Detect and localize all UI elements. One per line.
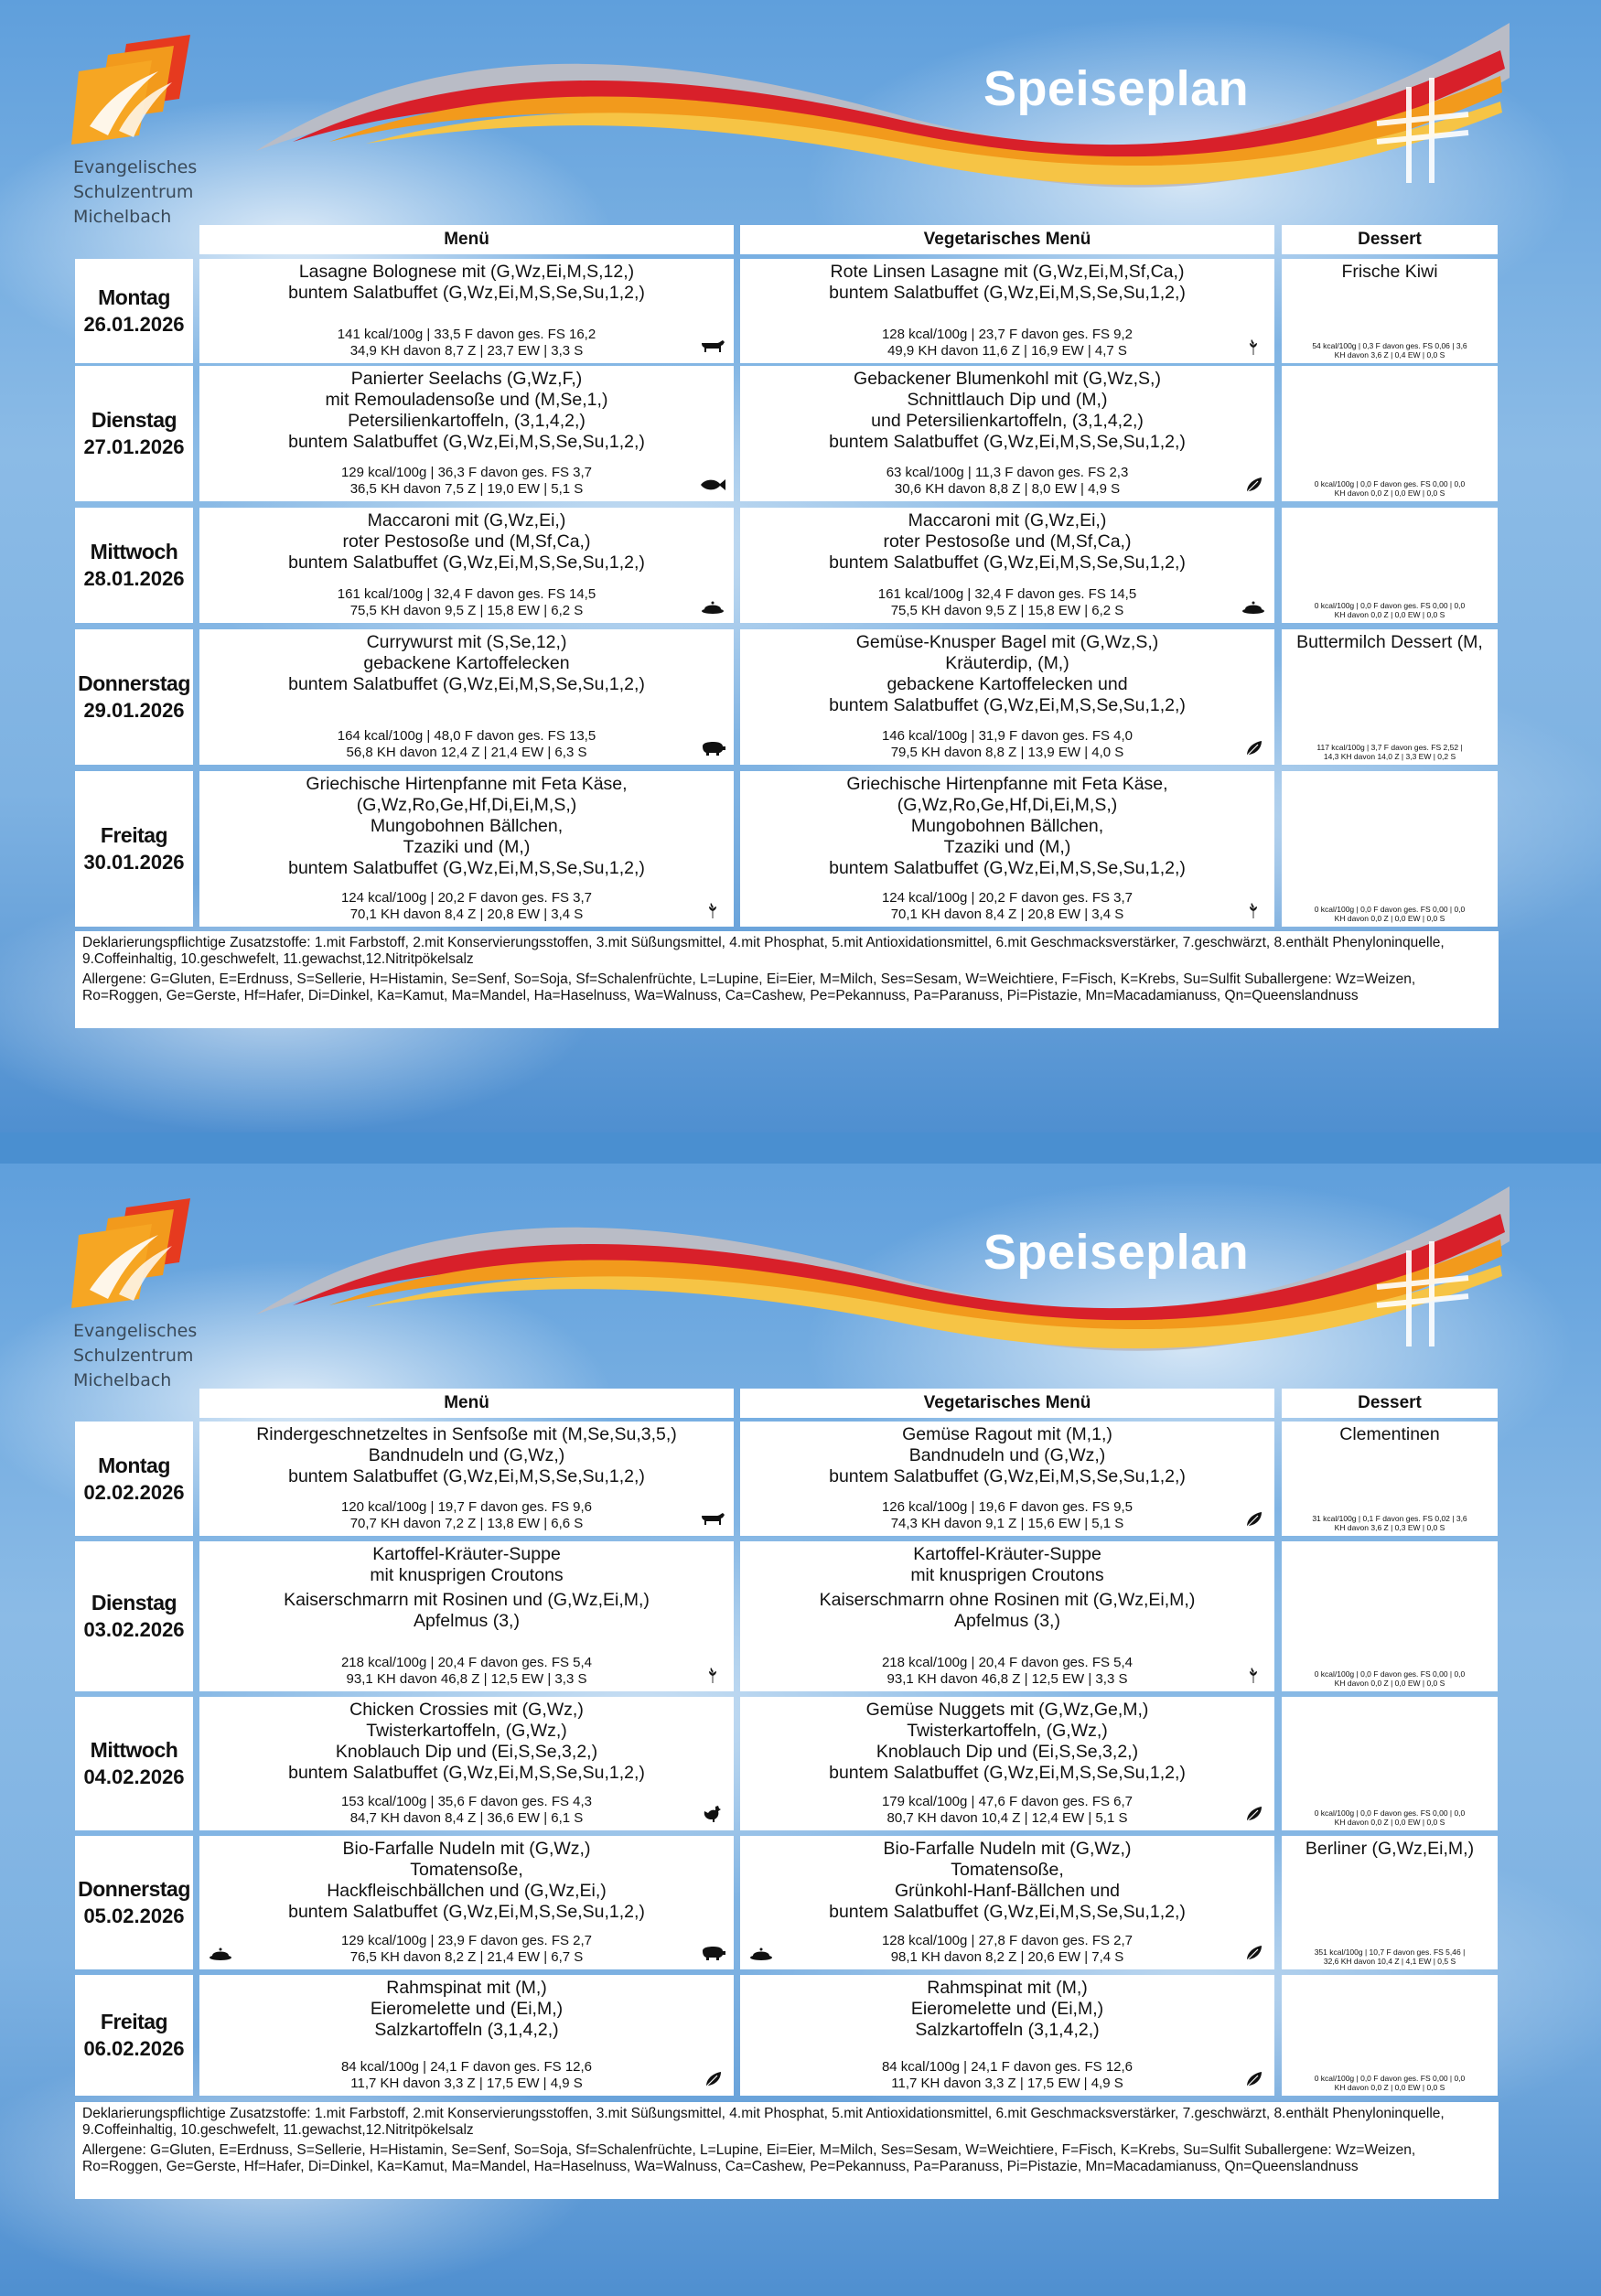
day-cell bbox=[75, 1975, 193, 2096]
day-date: 27.01.2026 bbox=[83, 435, 185, 458]
nutrition-line: 141 kcal/100g | 33,5 F davon ges. FS 16,2 bbox=[337, 327, 596, 342]
dish-description bbox=[740, 1541, 1274, 1632]
nutrition-line: 80,7 KH davon 10,4 Z | 12,4 EW | 5,1 S bbox=[886, 1810, 1128, 1826]
dish-line: buntem Salatbuffet (G,Wz,Ei,M,S,Se,Su,1,2,) bbox=[288, 858, 645, 878]
vegetarian-cell bbox=[740, 508, 1274, 623]
chicken-icon bbox=[699, 1805, 726, 1823]
dessert-line: Frische Kiwi bbox=[1341, 262, 1438, 282]
dish-line: Gemüse Ragout mit (M,1,) bbox=[902, 1424, 1112, 1444]
dish-line: Kaiserschmarrn ohne Rosinen mit (G,Wz,Ei,M,) bbox=[819, 1590, 1196, 1610]
cow-icon bbox=[699, 1510, 726, 1529]
nutrition-info bbox=[740, 586, 1274, 619]
page-title: Speiseplan bbox=[983, 1225, 1250, 1280]
dessert-nutrition: 0 kcal/100g | 0,0 F davon ges. FS 0,00 | 0,0 KH davon 0,0 Z | 0,0 EW | 0,0 S bbox=[1314, 1808, 1466, 1827]
dessert-cell bbox=[1282, 1836, 1498, 1969]
org-line: Evangelisches bbox=[73, 157, 198, 177]
day-cell bbox=[75, 366, 193, 501]
dish-line: Salzkartoffeln (3,1,4,2,) bbox=[374, 2020, 559, 2040]
dish-line: Salzkartoffeln (3,1,4,2,) bbox=[915, 2020, 1100, 2040]
nutrition-line: 56,8 KH davon 12,4 Z | 21,4 EW | 6,3 S bbox=[346, 745, 587, 760]
header-swoosh-icon bbox=[256, 14, 1510, 206]
additives-legend: Deklarierungspflichtige Zusatzstoffe: 1.mit Farbstoff, 2.mit Konservierungsstoffen, 3.mit Süßungsmittel, 4.mit Phosphat, 5.mit Antioxidationsmittel, 6.mit Geschmacksverstärker, 7.geschwärzt, 8.enthält Phenyloninquelle, 9.Coffeinhaltig, 10.geschwefelt, 11.gewachst,12.Nitritpökelsalz bbox=[82, 935, 1445, 967]
menu-cell bbox=[199, 629, 734, 765]
dish-line: Knoblauch Dip und (Ei,S,Se,3,2,) bbox=[876, 1742, 1139, 1762]
dish-description bbox=[740, 1422, 1274, 1487]
nutrition-line: 70,1 KH davon 8,4 Z | 20,8 EW | 3,4 S bbox=[349, 907, 584, 922]
dish-line: Tzaziki und (M,) bbox=[943, 837, 1071, 857]
dish-line: Panierter Seelachs (G,Wz,F,) bbox=[350, 369, 583, 389]
dessert-cell bbox=[1282, 771, 1498, 927]
dish-line: Chicken Crossies mit (G,Wz,) bbox=[349, 1700, 584, 1720]
nutrition-line: 79,5 KH davon 8,8 Z | 13,9 EW | 4,0 S bbox=[890, 745, 1124, 760]
dish-line: Mungobohnen Bällchen, bbox=[370, 816, 564, 836]
dish-line: Kräuterdip, (M,) bbox=[945, 653, 1069, 673]
dish-line: Kartoffel-Kräuter-Suppe bbox=[913, 1544, 1101, 1564]
nutrition-line: 75,5 KH davon 9,5 Z | 15,8 EW | 6,2 S bbox=[890, 603, 1124, 618]
dessert-name bbox=[1282, 1541, 1498, 1544]
dish-line: Bandnudeln und (G,Wz,) bbox=[908, 1445, 1106, 1465]
dish-line: Twisterkartoffeln, (G,Wz,) bbox=[366, 1721, 567, 1741]
dish-line: buntem Salatbuffet (G,Wz,Ei,M,S,Se,Su,1,2,) bbox=[288, 674, 645, 694]
leaf-icon bbox=[1240, 1805, 1267, 1823]
nutrition-line: 36,5 KH davon 7,5 Z | 19,0 EW | 5,1 S bbox=[349, 481, 584, 497]
dish-line: Schnittlauch Dip und (M,) bbox=[907, 390, 1108, 410]
menu-cell bbox=[199, 1836, 734, 1969]
leaf-icon bbox=[1240, 476, 1267, 494]
organization-name bbox=[73, 1319, 197, 1393]
dish-line: und Petersilienkartoffeln, (3,1,4,2,) bbox=[871, 411, 1144, 431]
dessert-nutrition: 0 kcal/100g | 0,0 F davon ges. FS 0,00 | 0,0 KH davon 0,0 Z | 0,0 EW | 0,0 S bbox=[1314, 2074, 1466, 2092]
vegetarian-cell bbox=[740, 1541, 1274, 1691]
cow-icon bbox=[699, 338, 726, 356]
nutrition-info bbox=[740, 1499, 1274, 1532]
nutrition-line: 128 kcal/100g | 23,7 F davon ges. FS 9,2 bbox=[881, 327, 1134, 342]
dish-line: Tomatensoße, bbox=[951, 1860, 1064, 1880]
leaf-icon bbox=[1240, 739, 1267, 757]
nutrition-line: 129 kcal/100g | 36,3 F davon ges. FS 3,7 bbox=[340, 465, 593, 480]
day-name: Montag bbox=[98, 1453, 170, 1477]
dessert-nutrition: 351 kcal/100g | 10,7 F davon ges. FS 5,46 | 32,6 KH davon 10,4 Z | 4,1 EW | 0,5 S bbox=[1314, 1947, 1466, 1966]
nutrition-line: 153 kcal/100g | 35,6 F davon ges. FS 4,3 bbox=[340, 1794, 593, 1809]
header-swoosh-icon bbox=[256, 1177, 1510, 1369]
dish-description bbox=[740, 1836, 1274, 1923]
nutrition-line: 98,1 KH davon 8,2 Z | 20,6 EW | 7,4 S bbox=[890, 1949, 1124, 1965]
dish-line: buntem Salatbuffet (G,Wz,Ei,M,S,Se,Su,1,2,) bbox=[288, 283, 645, 303]
wheat-icon bbox=[1240, 338, 1267, 356]
dish-line: (G,Wz,Ro,Ge,Hf,Di,Ei,M,S,) bbox=[897, 795, 1118, 815]
nutrition-info bbox=[199, 586, 734, 619]
dish-line: Twisterkartoffeln, (G,Wz,) bbox=[907, 1721, 1108, 1741]
vegetarian-cell bbox=[740, 1422, 1274, 1536]
nutrition-info bbox=[199, 728, 734, 761]
day-date: 30.01.2026 bbox=[83, 851, 185, 874]
dessert-cell bbox=[1282, 1697, 1498, 1830]
nutrition-line: 161 kcal/100g | 32,4 F davon ges. FS 14,5 bbox=[337, 586, 596, 602]
dish-icon bbox=[1240, 597, 1267, 616]
day-cell bbox=[75, 771, 193, 927]
dessert-nutrition: 0 kcal/100g | 0,0 F davon ges. FS 0,00 | 0,0 KH davon 0,0 Z | 0,0 EW | 0,0 S bbox=[1314, 479, 1466, 498]
column-header-dessert: Dessert bbox=[1282, 1389, 1498, 1418]
dessert-cell bbox=[1282, 259, 1498, 363]
dessert-name bbox=[1282, 508, 1498, 510]
nutrition-line: 11,7 KH davon 3,3 Z | 17,5 EW | 4,9 S bbox=[350, 2076, 583, 2091]
dish-line: buntem Salatbuffet (G,Wz,Ei,M,S,Se,Su,1,2,) bbox=[288, 1466, 645, 1486]
nutrition-line: 76,5 KH davon 8,2 Z | 21,4 EW | 6,7 S bbox=[349, 1949, 584, 1965]
nutrition-info bbox=[199, 890, 734, 923]
dessert-line: Berliner (G,Wz,Ei,M,) bbox=[1305, 1839, 1475, 1859]
day-name: Freitag bbox=[100, 2010, 168, 2033]
dish-description bbox=[199, 259, 734, 304]
dish-line: mit Remouladensoße und (M,Se,1,) bbox=[325, 390, 608, 410]
dish-line: buntem Salatbuffet (G,Wz,Ei,M,S,Se,Su,1,2,) bbox=[829, 553, 1186, 573]
dish-line: Apfelmus (3,) bbox=[954, 1611, 1060, 1631]
dish-description bbox=[740, 771, 1274, 879]
nutrition-line: 126 kcal/100g | 19,6 F davon ges. FS 9,5 bbox=[881, 1499, 1134, 1515]
nutrition-line: 30,6 KH davon 8,8 Z | 8,0 EW | 4,9 S bbox=[894, 481, 1121, 497]
vegetarian-cell bbox=[740, 1975, 1274, 2096]
column-header-menu: Menü bbox=[199, 225, 734, 254]
dish-line: Rahmspinat mit (M,) bbox=[386, 1978, 547, 1998]
dish-line: Maccaroni mit (G,Wz,Ei,) bbox=[908, 510, 1107, 531]
dish-line: roter Pestosoße und (M,Sf,Ca,) bbox=[883, 531, 1132, 552]
dessert-cell bbox=[1282, 1975, 1498, 2096]
dish-line: Mungobohnen Bällchen, bbox=[910, 816, 1104, 836]
day-name: Dienstag bbox=[91, 408, 177, 432]
day-name: Donnerstag bbox=[78, 671, 190, 695]
dish-description bbox=[199, 366, 734, 453]
day-name: Freitag bbox=[100, 823, 168, 847]
day-date: 06.02.2026 bbox=[83, 2037, 185, 2060]
org-line: Michelbach bbox=[73, 1370, 172, 1390]
nutrition-line: 34,9 KH davon 8,7 Z | 23,7 EW | 3,3 S bbox=[349, 343, 584, 359]
nutrition-line: 128 kcal/100g | 27,8 F davon ges. FS 2,7 bbox=[881, 1933, 1134, 1948]
dish-description bbox=[740, 629, 1274, 716]
nutrition-line: 70,1 KH davon 8,4 Z | 20,8 EW | 3,4 S bbox=[890, 907, 1124, 922]
menu-cell bbox=[199, 1975, 734, 2096]
dish-line: buntem Salatbuffet (G,Wz,Ei,M,S,Se,Su,1,2,) bbox=[829, 1902, 1186, 1922]
wheat-icon bbox=[1240, 901, 1267, 919]
dish-description bbox=[199, 1697, 734, 1784]
day-cell bbox=[75, 1836, 193, 1969]
wheat-icon bbox=[699, 901, 726, 919]
nutrition-info bbox=[740, 1794, 1274, 1827]
dessert-name bbox=[1282, 366, 1498, 369]
nutrition-line: 93,1 KH davon 46,8 Z | 12,5 EW | 3,3 S bbox=[886, 1671, 1128, 1687]
day-name: Mittwoch bbox=[90, 540, 178, 563]
org-line: Evangelisches bbox=[73, 1321, 198, 1341]
dessert-cell bbox=[1282, 508, 1498, 623]
nutrition-line: 124 kcal/100g | 20,2 F davon ges. FS 3,7 bbox=[881, 890, 1134, 906]
dessert-nutrition: 0 kcal/100g | 0,0 F davon ges. FS 0,00 | 0,0 KH davon 0,0 Z | 0,0 EW | 0,0 S bbox=[1314, 1669, 1466, 1688]
organization-name bbox=[73, 156, 197, 230]
day-cell bbox=[75, 259, 193, 363]
day-date: 29.01.2026 bbox=[83, 699, 185, 722]
day-name: Mittwoch bbox=[90, 1738, 178, 1762]
dish-line: Tzaziki und (M,) bbox=[403, 837, 531, 857]
menu-cell bbox=[199, 366, 734, 501]
dish-line: Kaiserschmarrn mit Rosinen und (G,Wz,Ei,M,) bbox=[284, 1590, 650, 1610]
nutrition-line: 70,7 KH davon 7,2 Z | 13,8 EW | 6,6 S bbox=[349, 1516, 584, 1531]
nutrition-line: 124 kcal/100g | 20,2 F davon ges. FS 3,7 bbox=[340, 890, 593, 906]
menu-cell bbox=[199, 771, 734, 927]
nutrition-line: 75,5 KH davon 9,5 Z | 15,8 EW | 6,2 S bbox=[349, 603, 584, 618]
day-name: Dienstag bbox=[91, 1591, 177, 1615]
dish-line: Tomatensoße, bbox=[410, 1860, 523, 1880]
allergens-legend: Allergene: G=Gluten, E=Erdnuss, S=Sellerie, H=Histamin, Se=Senf, So=Soja, Sf=Schalenfrüchte, L=Lupine, Ei=Eier, M=Milch, Ses=Sesam, W=Weichtiere, F=Fisch, K=Krebs, Su=Sulfit Suballergene: Wz=Weizen, Ro=Roggen, Ge=Gerste, Hf=Hafer, Di=Dinkel, Ka=Kamut, Ma=Mandel, Ha=Haselnuss, Wa=Walnuss, Ca=Cashew, Pe=Pekannuss, Pa=Paranuss, Pi=Pistazie, Mn=Macadamianuss, Qn=Queenslandnuss bbox=[82, 2142, 1416, 2174]
dish-line: gebackene Kartoffelecken und bbox=[886, 674, 1128, 694]
vegetarian-cell bbox=[740, 1836, 1274, 1969]
school-logo-icon bbox=[71, 1198, 209, 1317]
nutrition-line: 74,3 KH davon 9,1 Z | 15,6 EW | 5,1 S bbox=[890, 1516, 1124, 1531]
school-logo-icon bbox=[71, 35, 209, 154]
dish-line: Hackfleischbällchen und (G,Wz,Ei,) bbox=[327, 1881, 607, 1901]
dish-description bbox=[740, 259, 1274, 304]
nutrition-info bbox=[199, 1794, 734, 1827]
dish-line: Eieromelette und (Ei,M,) bbox=[370, 1999, 564, 2019]
nutrition-line: 84 kcal/100g | 24,1 F davon ges. FS 12,6 bbox=[340, 2059, 593, 2075]
dish-line: buntem Salatbuffet (G,Wz,Ei,M,S,Se,Su,1,2,) bbox=[829, 432, 1186, 452]
dish-line: Bio-Farfalle Nudeln mit (G,Wz,) bbox=[342, 1839, 591, 1859]
dish-line: Bio-Farfalle Nudeln mit (G,Wz,) bbox=[883, 1839, 1132, 1859]
dish-line: buntem Salatbuffet (G,Wz,Ei,M,S,Se,Su,1,2,) bbox=[288, 432, 645, 452]
nutrition-info bbox=[740, 728, 1274, 761]
dessert-nutrition: 117 kcal/100g | 3,7 F davon ges. FS 2,52 | 14,3 KH davon 14,0 Z | 3,3 EW | 0,2 S bbox=[1316, 743, 1463, 761]
dessert-nutrition: 31 kcal/100g | 0,1 F davon ges. FS 0,02 | 3,6 KH davon 3,6 Z | 0,3 EW | 0,0 S bbox=[1312, 1514, 1467, 1532]
dish-line: Griechische Hirtenpfanne mit Feta Käse, bbox=[306, 774, 628, 794]
dish-line: Lasagne Bolognese mit (G,Wz,Ei,M,S,12,) bbox=[298, 262, 635, 282]
wheat-icon bbox=[1240, 1666, 1267, 1684]
nutrition-line: 129 kcal/100g | 23,9 F davon ges. FS 2,7 bbox=[340, 1933, 593, 1948]
column-header-vegetarian: Vegetarisches Menü bbox=[740, 1389, 1274, 1418]
dessert-name bbox=[1282, 1697, 1498, 1700]
dish-line: buntem Salatbuffet (G,Wz,Ei,M,S,Se,Su,1,2,) bbox=[288, 1763, 645, 1783]
dish-line: mit knusprigen Croutons bbox=[370, 1565, 564, 1585]
dish-line: Apfelmus (3,) bbox=[414, 1611, 520, 1631]
menu-page-week-1 bbox=[0, 0, 1601, 1132]
nutrition-line: 11,7 KH davon 3,3 Z | 17,5 EW | 4,9 S bbox=[891, 2076, 1123, 2091]
vegetarian-cell bbox=[740, 259, 1274, 363]
pig-icon bbox=[699, 1944, 726, 1962]
day-cell bbox=[75, 629, 193, 765]
dish-description bbox=[199, 771, 734, 879]
vegetarian-cell bbox=[740, 771, 1274, 927]
dish-line: buntem Salatbuffet (G,Wz,Ei,M,S,Se,Su,1,2,) bbox=[829, 858, 1186, 878]
dish-line: buntem Salatbuffet (G,Wz,Ei,M,S,Se,Su,1,2,) bbox=[829, 695, 1186, 715]
vegetarian-cell bbox=[740, 629, 1274, 765]
dish-description bbox=[199, 1975, 734, 2041]
nutrition-line: 120 kcal/100g | 19,7 F davon ges. FS 9,6 bbox=[340, 1499, 593, 1515]
nutrition-info bbox=[740, 465, 1274, 498]
dish-description bbox=[199, 629, 734, 695]
day-cell bbox=[75, 1541, 193, 1691]
leaf-icon bbox=[1240, 2070, 1267, 2088]
dish-line: Rahmspinat mit (M,) bbox=[927, 1978, 1088, 1998]
dish-line: buntem Salatbuffet (G,Wz,Ei,M,S,Se,Su,1,2,) bbox=[288, 1902, 645, 1922]
leaf-icon bbox=[1240, 1510, 1267, 1529]
dish-description bbox=[199, 1541, 734, 1632]
nutrition-line: 84,7 KH davon 8,4 Z | 36,6 EW | 6,1 S bbox=[349, 1810, 584, 1826]
day-cell bbox=[75, 1697, 193, 1830]
menu-cell bbox=[199, 1422, 734, 1536]
nutrition-line: 179 kcal/100g | 47,6 F davon ges. FS 6,7 bbox=[881, 1794, 1134, 1809]
menu-page-week-2 bbox=[0, 1164, 1601, 2296]
org-line: Schulzentrum bbox=[73, 1346, 194, 1366]
menu-cell bbox=[199, 1541, 734, 1691]
dessert-nutrition: 0 kcal/100g | 0,0 F davon ges. FS 0,00 | 0,0 KH davon 0,0 Z | 0,0 EW | 0,0 S bbox=[1314, 601, 1466, 619]
nutrition-line: 164 kcal/100g | 48,0 F davon ges. FS 13,5 bbox=[337, 728, 596, 744]
vegetarian-cell bbox=[740, 366, 1274, 501]
dish-line: Eieromelette und (Ei,M,) bbox=[910, 1999, 1104, 2019]
pig-icon bbox=[699, 739, 726, 757]
dish-description bbox=[740, 366, 1274, 453]
nutrition-info bbox=[740, 327, 1274, 359]
nutrition-info bbox=[199, 465, 734, 498]
dish-description bbox=[740, 508, 1274, 574]
dish-line: Knoblauch Dip und (Ei,S,Se,3,2,) bbox=[335, 1742, 598, 1762]
nutrition-line: 93,1 KH davon 46,8 Z | 12,5 EW | 3,3 S bbox=[346, 1671, 587, 1687]
dessert-line: Clementinen bbox=[1339, 1424, 1440, 1444]
dish-line: Gebackener Blumenkohl mit (G,Wz,S,) bbox=[854, 369, 1161, 389]
day-cell bbox=[75, 1422, 193, 1536]
dish-line: buntem Salatbuffet (G,Wz,Ei,M,S,Se,Su,1,2,) bbox=[829, 1763, 1186, 1783]
day-date: 26.01.2026 bbox=[83, 313, 185, 336]
allergens-legend: Allergene: G=Gluten, E=Erdnuss, S=Sellerie, H=Histamin, Se=Senf, So=Soja, Sf=Schalenfrüchte, L=Lupine, Ei=Eier, M=Milch, Ses=Sesam, W=Weichtiere, F=Fisch, K=Krebs, Su=Sulfit Suballergene: Wz=Weizen, Ro=Roggen, Ge=Gerste, Hf=Hafer, Di=Dinkel, Ka=Kamut, Ma=Mandel, Ha=Haselnuss, Wa=Walnuss, Ca=Cashew, Pe=Pekannuss, Pa=Paranuss, Pi=Pistazie, Mn=Macadamianuss, Qn=Queenslandnuss bbox=[82, 971, 1416, 1003]
menu-cell bbox=[199, 259, 734, 363]
dish-line: Maccaroni mit (G,Wz,Ei,) bbox=[367, 510, 566, 531]
dish-icon bbox=[699, 597, 726, 616]
nutrition-line: 146 kcal/100g | 31,9 F davon ges. FS 4,0 bbox=[881, 728, 1134, 744]
footer-legend bbox=[75, 931, 1499, 1028]
column-header-menu: Menü bbox=[199, 1389, 734, 1418]
footer-legend bbox=[75, 2102, 1499, 2199]
dessert-cell bbox=[1282, 366, 1498, 501]
nutrition-info bbox=[740, 1655, 1274, 1688]
nutrition-info bbox=[199, 1655, 734, 1688]
dish-description bbox=[740, 1697, 1274, 1784]
org-line: Schulzentrum bbox=[73, 182, 194, 202]
dish-description bbox=[199, 1836, 734, 1923]
vegetarian-cell bbox=[740, 1697, 1274, 1830]
dish-icon bbox=[747, 1944, 775, 1962]
day-name: Montag bbox=[98, 285, 170, 309]
day-date: 02.02.2026 bbox=[83, 1480, 185, 1504]
dessert-name bbox=[1282, 259, 1498, 283]
dish-line: Bandnudeln und (G,Wz,) bbox=[368, 1445, 565, 1465]
dessert-cell bbox=[1282, 1422, 1498, 1536]
dessert-name bbox=[1282, 1836, 1498, 1860]
nutrition-line: 63 kcal/100g | 11,3 F davon ges. FS 2,3 bbox=[886, 465, 1129, 480]
dessert-name bbox=[1282, 771, 1498, 774]
dessert-cell bbox=[1282, 1541, 1498, 1691]
dish-line: Petersilienkartoffeln, (3,1,4,2,) bbox=[348, 411, 586, 431]
nutrition-info bbox=[740, 1933, 1274, 1966]
day-date: 03.02.2026 bbox=[83, 1618, 185, 1641]
page-title: Speiseplan bbox=[983, 61, 1250, 116]
dessert-nutrition: 54 kcal/100g | 0,3 F davon ges. FS 0,06 | 3,6 KH davon 3,6 Z | 0,4 EW | 0,0 S bbox=[1312, 341, 1467, 359]
dish-line: Currywurst mit (S,Se,12,) bbox=[366, 632, 567, 652]
dish-line: Gemüse-Knusper Bagel mit (G,Wz,S,) bbox=[855, 632, 1159, 652]
dish-line: buntem Salatbuffet (G,Wz,Ei,M,S,Se,Su,1,2,) bbox=[288, 553, 645, 573]
dessert-name bbox=[1282, 629, 1498, 653]
dish-description bbox=[740, 1975, 1274, 2041]
dish-line: Grünkohl-Hanf-Bällchen und bbox=[894, 1881, 1121, 1901]
dish-line: buntem Salatbuffet (G,Wz,Ei,M,S,Se,Su,1,2,) bbox=[829, 283, 1186, 303]
org-line: Michelbach bbox=[73, 207, 172, 227]
menu-cell bbox=[199, 508, 734, 623]
nutrition-info bbox=[740, 890, 1274, 923]
day-cell bbox=[75, 508, 193, 623]
dessert-name bbox=[1282, 1975, 1498, 1978]
day-date: 05.02.2026 bbox=[83, 1904, 185, 1927]
nutrition-line: 218 kcal/100g | 20,4 F davon ges. FS 5,4 bbox=[340, 1655, 593, 1670]
nutrition-info bbox=[199, 1933, 734, 1966]
dish-line: Rote Linsen Lasagne mit (G,Wz,Ei,M,Sf,Ca,) bbox=[830, 262, 1185, 282]
day-date: 04.02.2026 bbox=[83, 1765, 185, 1788]
dish-line: Griechische Hirtenpfanne mit Feta Käse, bbox=[846, 774, 1168, 794]
nutrition-line: 161 kcal/100g | 32,4 F davon ges. FS 14,5 bbox=[877, 586, 1137, 602]
dish-line: roter Pestosoße und (M,Sf,Ca,) bbox=[342, 531, 591, 552]
nutrition-line: 218 kcal/100g | 20,4 F davon ges. FS 5,4 bbox=[881, 1655, 1134, 1670]
dish-line: Kartoffel-Kräuter-Suppe bbox=[372, 1544, 561, 1564]
leaf-icon bbox=[1240, 1944, 1267, 1962]
nutrition-info bbox=[199, 1499, 734, 1532]
dessert-cell bbox=[1282, 629, 1498, 765]
dish-line: gebackene Kartoffelecken bbox=[363, 653, 570, 673]
dish-line: Gemüse Nuggets mit (G,Wz,Ge,M,) bbox=[865, 1700, 1149, 1720]
column-header-vegetarian: Vegetarisches Menü bbox=[740, 225, 1274, 254]
leaf-icon bbox=[699, 2070, 726, 2088]
fish-icon bbox=[699, 476, 726, 494]
dish-line: Rindergeschnetzeltes in Senfsoße mit (M,Se,Su,3,5,) bbox=[256, 1424, 677, 1444]
dish-line: mit knusprigen Croutons bbox=[910, 1565, 1104, 1585]
dish-line: (G,Wz,Ro,Ge,Hf,Di,Ei,M,S,) bbox=[356, 795, 577, 815]
dish-description bbox=[199, 508, 734, 574]
nutrition-line: 84 kcal/100g | 24,1 F davon ges. FS 12,6 bbox=[881, 2059, 1134, 2075]
column-header-dessert: Dessert bbox=[1282, 225, 1498, 254]
additives-legend: Deklarierungspflichtige Zusatzstoffe: 1.mit Farbstoff, 2.mit Konservierungsstoffen, 3.mit Süßungsmittel, 4.mit Phosphat, 5.mit Antioxidationsmittel, 6.mit Geschmacksverstärker, 7.geschwärzt, 8.enthält Phenyloninquelle, 9.Coffeinhaltig, 10.geschwefelt, 11.gewachst,12.Nitritpökelsalz bbox=[82, 2106, 1445, 2138]
nutrition-info bbox=[199, 327, 734, 359]
nutrition-line: 49,9 KH davon 11,6 Z | 16,9 EW | 4,7 S bbox=[887, 343, 1127, 359]
dessert-name bbox=[1282, 1422, 1498, 1445]
day-name: Donnerstag bbox=[78, 1877, 190, 1901]
nutrition-info bbox=[199, 2059, 734, 2092]
dish-icon bbox=[207, 1944, 234, 1962]
dessert-line: Buttermilch Dessert (M, bbox=[1296, 632, 1483, 652]
wheat-icon bbox=[699, 1666, 726, 1684]
dish-description bbox=[199, 1422, 734, 1487]
menu-cell bbox=[199, 1697, 734, 1830]
dish-line: buntem Salatbuffet (G,Wz,Ei,M,S,Se,Su,1,2,) bbox=[829, 1466, 1186, 1486]
day-date: 28.01.2026 bbox=[83, 567, 185, 590]
nutrition-info bbox=[740, 2059, 1274, 2092]
dessert-nutrition: 0 kcal/100g | 0,0 F davon ges. FS 0,00 | 0,0 KH davon 0,0 Z | 0,0 EW | 0,0 S bbox=[1314, 905, 1466, 923]
